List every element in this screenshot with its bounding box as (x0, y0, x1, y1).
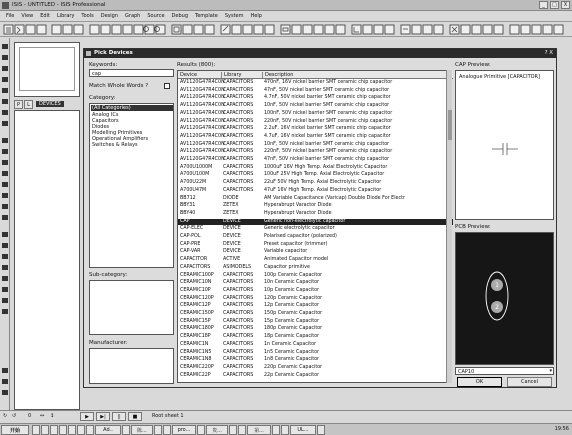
footprint-select[interactable] (455, 367, 554, 375)
chevron-down-icon[interactable]: ▾ (549, 368, 552, 374)
cell-device: CERAMIC100P (180, 272, 214, 278)
column-library[interactable]: Library (221, 72, 241, 78)
table-row[interactable] (178, 311, 453, 318)
cell-description: 47nF, 50V nickel barrier SMT ceramic chip capacitor (264, 87, 390, 93)
cell-description: 2.2uF, 16V nickel barrier SMT ceramic chip capacitor (264, 126, 391, 132)
taskbar-quicklaunch-icon[interactable] (32, 425, 40, 435)
dialog-title-bar (84, 49, 556, 58)
cell-library: CAPACITORS (223, 164, 254, 170)
cell-library: CAPACITORS (223, 372, 254, 378)
results-header (178, 71, 453, 79)
cell-device: AV1120G47R4C0N (180, 80, 225, 85)
table-row[interactable] (178, 203, 453, 210)
cell-device: AV1120G47R4C0N (180, 103, 225, 109)
table-row[interactable] (178, 80, 453, 87)
cell-device: AV1120G47R4C0N (180, 110, 225, 116)
cell-device: CERAMIC180P (180, 326, 214, 332)
taskbar-items (32, 425, 325, 435)
taskbar-quicklaunch-icon[interactable] (59, 425, 67, 435)
app-title: ISIS - UNTITLED - ISIS Professional (12, 2, 106, 8)
table-row[interactable] (178, 357, 453, 364)
dialog-title: Pick Devices (94, 50, 133, 56)
manufacturer-list[interactable] (89, 348, 174, 384)
cell-description: Polarised capacitor (polarized) (264, 234, 337, 239)
cell-description: 12p Ceramic Capacitor (264, 303, 320, 309)
cell-description: 1n8 Ceramic Capacitor (264, 357, 320, 363)
cell-device: BBY40 (180, 210, 196, 216)
match-whole-words-checkbox[interactable] (164, 83, 170, 89)
cell-library: CAPACITORS (223, 280, 254, 286)
cell-library: CAPACITORS (223, 133, 254, 139)
table-row[interactable] (178, 142, 453, 149)
cell-description: 15p Ceramic Capacitor (264, 318, 320, 324)
cell-device: CAP-PRE (180, 241, 201, 247)
cell-device: AV1120G47R4C0N (180, 141, 225, 147)
taskbar (0, 423, 572, 435)
menu-file[interactable]: File (6, 13, 15, 19)
table-row[interactable] (178, 180, 453, 187)
cell-description: 22p Ceramic Capacitor (264, 372, 320, 378)
cell-description: Variable capacitor (264, 249, 308, 255)
cell-description: 47nF, 50V nickel barrier SMT ceramic chip capacitor (264, 157, 390, 162)
cancel-button[interactable]: Cancel (507, 377, 552, 387)
cell-library: CAPACITORS (223, 126, 254, 132)
cell-description: 4.7uF, 16V nickel barrier SMT ceramic chip capacitor (264, 133, 391, 139)
table-row[interactable] (178, 242, 453, 249)
table-row[interactable] (178, 188, 453, 195)
cell-device: CERAMIC1N (180, 341, 209, 347)
cell-description: Preset capacitor (trimmer) (264, 241, 328, 247)
cell-library: DIODE (223, 195, 239, 201)
cell-description: 220nF, 50V nickel barrier SMT ceramic chip capacitor (264, 149, 393, 155)
object-selector-header (14, 100, 80, 109)
table-row[interactable] (178, 211, 453, 218)
pad-1-label: 1 (495, 282, 499, 289)
category-item[interactable]: Modelling Primitives (92, 130, 143, 136)
pcb-preview-label: PCB Preview: (455, 224, 491, 230)
minimize-button[interactable]: _ (539, 1, 548, 9)
menu-tools[interactable]: Tools (81, 13, 94, 19)
cell-description: AM Variable Capacitance (Varicap) Double Diode For Electr (264, 195, 405, 201)
play-icon[interactable]: ▶ (80, 412, 94, 421)
cell-library: ASIMODELS (223, 264, 252, 270)
cell-description: 10nF, 50V nickel barrier SMT ceramic chip capacitor (264, 103, 390, 109)
table-row[interactable] (178, 95, 453, 102)
table-row[interactable] (178, 288, 453, 295)
cell-description: 100uF 25V High Temp. Axial Electrolytic Capacitor (264, 172, 385, 178)
menu-design[interactable]: Design (100, 13, 119, 19)
cell-description: 1000uF 16V High Temp. Axial Electrolytic Capacitor (264, 164, 388, 170)
dialog-help-close[interactable]: ? X (544, 50, 553, 56)
pad-2-label: 2 (495, 304, 499, 311)
category-list[interactable] (89, 103, 174, 268)
rotate-ccw-icon[interactable]: ↺ (12, 413, 17, 419)
cell-library: CAPACITORS (223, 326, 254, 332)
cell-device: CAP-ELEC (180, 226, 204, 232)
cell-library: ACTIVE (223, 257, 241, 263)
status-bar (0, 410, 572, 422)
taskbar-window-button[interactable]: 贵... (206, 425, 228, 435)
status-sheet: Root sheet 1 (152, 413, 184, 419)
step-icon[interactable]: ▶| (96, 412, 110, 421)
table-row[interactable] (178, 350, 453, 357)
cell-device: CERAMIC10N (180, 280, 212, 286)
table-row[interactable] (178, 273, 453, 280)
table-row[interactable] (178, 303, 453, 310)
cell-library: CAPACITORS (223, 349, 254, 355)
cell-description: Generic electrolytic capacitor (264, 226, 335, 232)
cell-library: CAPACITORS (223, 287, 254, 293)
cell-library: CAPACITORS (223, 357, 254, 363)
cell-device: AV1120G47R4C0N (180, 157, 225, 162)
category-item[interactable]: Operational Amplifiers (92, 136, 149, 142)
cell-device: CAP (180, 218, 190, 224)
cell-device: CERAMIC18P (180, 334, 211, 340)
table-row[interactable] (178, 165, 453, 172)
cell-device: CERAMIC12P (180, 303, 211, 309)
keywords-input[interactable]: cap (92, 71, 101, 77)
flip-icon[interactable]: ↕ (50, 413, 55, 419)
cell-device: A700U47M (180, 187, 207, 193)
manufacturer-label: Manufacturer: (89, 340, 128, 346)
main-toolbar (0, 21, 572, 37)
window-controls (539, 1, 570, 9)
selector-title: DEVICES (36, 101, 64, 107)
schematic-preview (455, 70, 554, 220)
cell-library: CAPACITORS (223, 110, 254, 116)
taskbar-clock: 19:56 (554, 426, 569, 432)
subcategory-list[interactable] (89, 280, 174, 335)
category-label: Category: (89, 95, 116, 101)
mode-toolbar-icons[interactable] (0, 38, 10, 410)
table-row[interactable] (178, 126, 453, 133)
cell-library: DEVICE (223, 249, 241, 255)
keywords-input-box[interactable] (89, 69, 174, 77)
cell-description: 1n5 Ceramic Capacitor (264, 349, 320, 355)
table-row[interactable] (178, 280, 453, 287)
menu-graph[interactable]: Graph (125, 13, 141, 19)
cell-library: CAPACITORS (223, 172, 254, 178)
cell-library: CAPACITORS (223, 341, 254, 347)
taskbar-quicklaunch-icon[interactable] (154, 425, 162, 435)
table-row[interactable] (178, 88, 453, 95)
category-item[interactable]: Capacitors (92, 118, 119, 124)
cell-device: CAPACITORS (180, 264, 211, 270)
menu-system[interactable]: System (224, 13, 244, 19)
footprint-value: CAP10 (458, 369, 475, 375)
taskbar-window-button[interactable]: Ad.. (95, 425, 121, 435)
cell-device: AV1120G47R4C0N (180, 149, 225, 155)
overview-frame (19, 47, 75, 91)
cell-library: CAPACITORS (223, 187, 254, 193)
menu-debug[interactable]: Debug (171, 13, 188, 19)
taskbar-quicklaunch-icon[interactable] (238, 425, 246, 435)
table-row[interactable] (178, 326, 453, 333)
cell-device: AV1120G47R4C0N (180, 95, 225, 101)
menu-help[interactable]: Help (250, 13, 262, 19)
table-row[interactable] (178, 342, 453, 349)
start-button[interactable]: 开始 (1, 425, 29, 435)
table-row[interactable] (178, 365, 453, 372)
table-row[interactable] (178, 111, 453, 118)
table-row[interactable] (178, 249, 453, 256)
match-whole-words-label: Match Whole Words ? (89, 83, 149, 89)
cell-library: CAPACITORS (223, 118, 254, 124)
app-icon (2, 2, 9, 9)
table-row[interactable] (178, 234, 453, 241)
pause-icon[interactable]: || (112, 412, 126, 421)
dialog-icon (86, 51, 91, 56)
results-table[interactable] (177, 70, 452, 383)
cell-device: CERAMIC15P (180, 318, 211, 324)
cell-library: DEVICE (223, 241, 241, 247)
table-row[interactable] (178, 219, 453, 226)
toolbar-icons[interactable] (0, 22, 572, 38)
cell-library: CAPACITORS (223, 180, 254, 186)
cell-library: DEVICE (223, 226, 241, 232)
cell-description: 47uF 16V High Temp. Axial Electrolytic Capacitor (264, 187, 382, 193)
menu-template[interactable]: Template (195, 13, 218, 19)
taskbar-quicklaunch-icon[interactable] (41, 425, 49, 435)
cell-device: CERAMIC220P (180, 364, 214, 370)
cell-device: A700U100M (180, 172, 210, 178)
pcb-footprint (456, 233, 555, 366)
cell-library: CAPACITORS (223, 149, 254, 155)
cell-device: AV1120G47R4C0N (180, 118, 225, 124)
taskbar-quicklaunch-icon[interactable] (77, 425, 85, 435)
table-row[interactable] (178, 119, 453, 126)
cell-description: Hyperabrupt Varactor Diode (264, 210, 332, 216)
cell-description: 120p Ceramic Capacitor (264, 295, 323, 301)
cell-library: CAPACITORS (223, 318, 254, 324)
rotation-value: 0 (28, 413, 32, 419)
mirror-icon[interactable]: ↔ (40, 413, 45, 419)
cell-description: 150p Ceramic Capacitor (264, 311, 323, 316)
cell-description: 470nF, 16V nickel barrier SMT ceramic chip capacitor (264, 80, 393, 85)
pick-devices-dialog (83, 48, 557, 388)
category-item[interactable]: Analog ICs (92, 112, 119, 118)
cell-device: CERAMIC1N5 (180, 349, 212, 355)
cell-library: CAPACITORS (223, 157, 254, 162)
pick-device-button[interactable]: P (14, 100, 23, 109)
cell-device: CAP-POL (180, 234, 201, 239)
cell-library: CAPACITORS (223, 80, 254, 85)
cell-description: 1n Ceramic Capacitor (264, 341, 317, 347)
cell-library: ZETEX (223, 203, 239, 209)
taskbar-window-button[interactable]: 第... (247, 425, 271, 435)
taskbar-window-button[interactable]: UL... (290, 425, 316, 435)
cell-library: CAPACITORS (223, 87, 254, 93)
table-row[interactable] (178, 103, 453, 110)
maximize-button[interactable]: □ (550, 1, 559, 9)
table-row[interactable] (178, 334, 453, 341)
cell-description: 220p Ceramic Capacitor (264, 364, 323, 370)
cell-description: Animated Capacitor model (264, 257, 329, 263)
cell-description: Capacitor primitive (264, 264, 310, 270)
taskbar-quicklaunch-icon[interactable] (197, 425, 205, 435)
cell-library: CAPACITORS (223, 311, 254, 316)
cell-description: 100nF, 50V nickel barrier SMT ceramic chip capacitor (264, 110, 393, 116)
cell-description: 22uF 50V High Temp. Axial Electrolytic Capacitor (264, 180, 382, 186)
category-item[interactable]: (All Categories) (91, 105, 173, 111)
taskbar-window-button[interactable]: pro... (172, 425, 196, 435)
cell-description: 180p Ceramic Capacitor (264, 326, 323, 332)
cell-device: CERAMIC1N8 (180, 357, 212, 363)
table-row[interactable] (178, 257, 453, 264)
app-title-bar (0, 0, 572, 11)
taskbar-quicklaunch-icon[interactable] (272, 425, 280, 435)
results-scrollbar[interactable] (446, 70, 452, 383)
subcategory-label: Sub-category: (89, 272, 128, 278)
close-button[interactable]: X (561, 1, 570, 9)
cell-description: 220nF, 50V nickel barrier SMT ceramic chip capacitor (264, 118, 393, 124)
cell-library: CAPACITORS (223, 103, 254, 109)
column-description[interactable]: Description (262, 72, 293, 78)
menu-library[interactable]: Library (56, 13, 75, 19)
results-body (178, 80, 453, 382)
table-row[interactable] (178, 172, 453, 179)
taskbar-quicklaunch-icon[interactable] (122, 425, 130, 435)
table-row[interactable] (178, 319, 453, 326)
cell-library: CAPACITORS (223, 303, 254, 309)
object-selector-list[interactable] (14, 110, 80, 410)
cell-device: BBY31 (180, 203, 196, 209)
scrollbar-thumb[interactable] (448, 110, 452, 140)
cap-preview-text: Analogue Primitive [CAPACITOR] (459, 74, 540, 80)
cell-description: 100p Ceramic Capacitor (264, 272, 323, 278)
cell-description: 10p Ceramic Capacitor (264, 287, 320, 293)
simulation-controls (80, 412, 142, 421)
library-manager-button[interactable]: L (24, 100, 33, 109)
table-row[interactable] (178, 226, 453, 233)
taskbar-quicklaunch-icon[interactable] (86, 425, 94, 435)
cell-device: CERAMIC10P (180, 287, 211, 293)
rotate-icon[interactable]: ↻ (3, 413, 8, 419)
table-row[interactable] (178, 296, 453, 303)
cell-device: CERAMIC22P (180, 372, 211, 378)
overview-window[interactable] (14, 42, 80, 97)
menu-source[interactable]: Source (147, 13, 165, 19)
table-row[interactable] (178, 157, 453, 164)
cell-device: CAPACITOR (180, 257, 208, 263)
cell-device: AV1120G47R4C0N (180, 126, 225, 132)
taskbar-quicklaunch-icon[interactable] (68, 425, 76, 435)
menu-edit[interactable]: Edit (40, 13, 50, 19)
cell-description: 18p Ceramic Capacitor (264, 334, 320, 340)
cell-library: CAPACITORS (223, 95, 254, 101)
cell-library: CAPACITORS (223, 334, 254, 340)
table-row[interactable] (178, 373, 453, 380)
cell-description: 10nF, 50V nickel barrier SMT ceramic chip capacitor (264, 141, 390, 147)
ok-button[interactable]: OK (457, 377, 502, 387)
menu-bar (0, 11, 572, 21)
cell-device: CERAMIC150P (180, 311, 214, 316)
cell-device: CAP-VAR (180, 249, 201, 255)
category-item[interactable]: Switches & Relays (92, 142, 138, 148)
cell-library: DEVICE (223, 218, 241, 224)
taskbar-window-button[interactable]: 陈... (131, 425, 153, 435)
taskbar-quicklaunch-icon[interactable] (317, 425, 325, 435)
capacitor-symbol (492, 139, 518, 159)
table-row[interactable] (178, 265, 453, 272)
cell-library: CAPACITORS (223, 364, 254, 370)
table-row[interactable] (178, 196, 453, 203)
cell-device: A700U22M (180, 180, 207, 186)
column-device[interactable]: Device (180, 72, 198, 78)
cell-device: AV1120G47R4C0N (180, 133, 225, 139)
taskbar-quicklaunch-icon[interactable] (281, 425, 289, 435)
table-row[interactable] (178, 149, 453, 156)
cell-device: AV1120G47R4C0N (180, 87, 225, 93)
taskbar-quicklaunch-icon[interactable] (229, 425, 237, 435)
keywords-label: Keywords: (89, 62, 118, 68)
menu-view[interactable]: View (21, 13, 34, 19)
cell-device: CERAMIC120P (180, 295, 214, 301)
stop-icon[interactable]: ■ (128, 412, 142, 421)
cell-library: ZETEX (223, 210, 239, 216)
left-tool-strip (0, 38, 10, 410)
cap-preview-label: CAP Preview: (455, 62, 491, 68)
results-label: Results (800): (177, 62, 216, 68)
pcb-preview (455, 232, 554, 365)
taskbar-quicklaunch-icon[interactable] (50, 425, 58, 435)
cell-description: Hyperabrupt Varactor Diode (264, 203, 332, 209)
cell-library: DEVICE (223, 234, 241, 239)
cell-description: 10n Ceramic Capacitor (264, 280, 320, 286)
category-item[interactable]: Diodes (92, 124, 110, 130)
cell-library: CAPACITORS (223, 295, 254, 301)
cell-library: CAPACITORS (223, 141, 254, 147)
cell-library: CAPACITORS (223, 272, 254, 278)
taskbar-quicklaunch-icon[interactable] (163, 425, 171, 435)
cell-description: 4.7nF, 50V nickel barrier SMT ceramic chip capacitor (264, 95, 391, 101)
cell-description: Generic non-electrolytic capacitor (264, 218, 346, 224)
cell-device: A700U1000M (180, 164, 213, 170)
cell-device: BB712 (180, 195, 196, 201)
table-row[interactable] (178, 134, 453, 141)
